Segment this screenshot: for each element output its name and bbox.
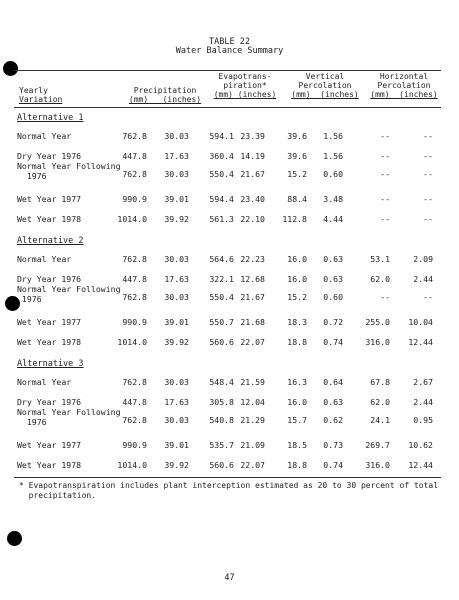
table-cell: 2.44	[413, 397, 433, 407]
table-cell: 22.10	[240, 214, 265, 224]
table-cell: 18.8	[287, 460, 307, 470]
table-cell: 540.8	[209, 415, 234, 425]
table-cell: 30.03	[164, 169, 189, 179]
table-cell: 16.3	[287, 377, 307, 387]
table-cell: 990.9	[122, 440, 147, 450]
table-cell: 0.60	[323, 169, 343, 179]
table-cell: 16.0	[287, 274, 307, 284]
table-cell: 0.74	[323, 337, 343, 347]
table-cell: 39.92	[164, 214, 189, 224]
row-label: Normal Year	[17, 254, 72, 264]
header-rule-top	[14, 70, 441, 71]
table-cell: 12.68	[240, 274, 265, 284]
row-label: Wet Year 1977	[17, 317, 82, 327]
table-cell: 30.03	[164, 131, 189, 141]
page-number: 47	[224, 573, 235, 583]
table-cell: 548.4	[209, 377, 234, 387]
table-cell: 22.07	[240, 460, 265, 470]
table-cell: 0.74	[323, 460, 343, 470]
table-cell: --	[380, 214, 390, 224]
section-heading: Alternative 3	[17, 359, 84, 369]
table-cell: 550.4	[209, 169, 234, 179]
row-label: Wet Year 1977	[17, 194, 82, 204]
table-cell: 39.6	[287, 151, 307, 161]
table-cell: 10.04	[408, 317, 433, 327]
table-cell: --	[380, 292, 390, 302]
table-cell: 17.63	[164, 397, 189, 407]
table-cell: 255.0	[365, 317, 390, 327]
table-cell: 67.8	[370, 377, 390, 387]
row-label: Normal Year Following 1976	[17, 284, 121, 304]
header-evapotranspiration: Evapotrans- piration* (mm) (inches)	[213, 72, 277, 99]
table-cell: 550.7	[209, 317, 234, 327]
table-cell: 561.3	[209, 214, 234, 224]
table-cell: 0.63	[323, 397, 343, 407]
table-cell: 39.6	[287, 131, 307, 141]
table-cell: --	[380, 151, 390, 161]
table-cell: 564.6	[209, 254, 234, 264]
table-cell: 360.4	[209, 151, 234, 161]
row-label: Normal Year Following 1976	[17, 161, 121, 181]
table-cell: 3.48	[323, 194, 343, 204]
binder-hole-icon	[3, 61, 18, 76]
table-cell: 18.3	[287, 317, 307, 327]
table-cell: 17.63	[164, 274, 189, 284]
table-cell: 12.04	[240, 397, 265, 407]
table-cell: 22.07	[240, 337, 265, 347]
table-cell: 21.59	[240, 377, 265, 387]
table-cell: 762.8	[122, 292, 147, 302]
table-cell: 24.1	[370, 415, 390, 425]
row-label: Wet Year 1978	[17, 214, 82, 224]
row-label: Wet Year 1977	[17, 440, 82, 450]
header-row-label: Yearly Variation	[19, 86, 63, 104]
table-cell: --	[380, 131, 390, 141]
table-cell: 39.01	[164, 194, 189, 204]
table-cell: 762.8	[122, 131, 147, 141]
table-cell: --	[423, 214, 433, 224]
header-horizontal-percolation: Horizontal Percolation (mm) (inches)	[370, 72, 438, 99]
table-cell: 560.6	[209, 460, 234, 470]
table-cell: 762.8	[122, 169, 147, 179]
table-cell: 16.0	[287, 397, 307, 407]
table-cell: 762.8	[122, 254, 147, 264]
table-cell: 53.1	[370, 254, 390, 264]
table-cell: 39.01	[164, 317, 189, 327]
table-cell: 447.8	[122, 397, 147, 407]
row-label: Normal Year	[17, 131, 72, 141]
table-cell: 990.9	[122, 194, 147, 204]
table-cell: 62.0	[370, 397, 390, 407]
table-cell: 1.56	[323, 151, 343, 161]
table-cell: 447.8	[122, 274, 147, 284]
table-cell: 594.4	[209, 194, 234, 204]
table-cell: 16.0	[287, 254, 307, 264]
header-rule-bottom	[14, 107, 441, 108]
table-cell: 12.44	[408, 337, 433, 347]
table-cell: 39.92	[164, 460, 189, 470]
table-cell: 15.2	[287, 292, 307, 302]
row-label: Wet Year 1978	[17, 337, 82, 347]
table-cell: 21.68	[240, 317, 265, 327]
table-cell: 21.29	[240, 415, 265, 425]
table-cell: --	[423, 292, 433, 302]
table-cell: 1014.0	[117, 460, 147, 470]
table-cell: 594.1	[209, 131, 234, 141]
table-cell: 316.0	[365, 460, 390, 470]
table-cell: 14.19	[240, 151, 265, 161]
table-cell: 15.2	[287, 169, 307, 179]
table-cell: 30.03	[164, 254, 189, 264]
table-cell: 2.67	[413, 377, 433, 387]
table-cell: 762.8	[122, 415, 147, 425]
table-cell: 4.44	[323, 214, 343, 224]
table-cell: 269.7	[365, 440, 390, 450]
binder-hole-icon	[7, 531, 22, 546]
section-heading: Alternative 2	[17, 236, 84, 246]
table-cell: 305.8	[209, 397, 234, 407]
section-heading: Alternative 1	[17, 113, 84, 123]
table-cell: 560.6	[209, 337, 234, 347]
table-cell: --	[423, 131, 433, 141]
table-cell: 23.39	[240, 131, 265, 141]
table-title: TABLE 22	[209, 37, 250, 47]
table-cell: 21.09	[240, 440, 265, 450]
table-cell: 88.4	[287, 194, 307, 204]
header-vertical-percolation: Vertical Percolation (mm) (inches)	[291, 72, 359, 99]
table-cell: 0.64	[323, 377, 343, 387]
table-cell: 21.67	[240, 169, 265, 179]
table-cell: 21.67	[240, 292, 265, 302]
row-label: Dry Year 1976	[17, 151, 82, 161]
table-cell: 18.8	[287, 337, 307, 347]
table-cell: 18.5	[287, 440, 307, 450]
table-cell: 0.60	[323, 292, 343, 302]
table-cell: 990.9	[122, 317, 147, 327]
row-label: Normal Year	[17, 377, 72, 387]
table-cell: 762.8	[122, 377, 147, 387]
table-cell: 39.01	[164, 440, 189, 450]
table-cell: 316.0	[365, 337, 390, 347]
table-cell: 322.1	[209, 274, 234, 284]
row-label: Dry Year 1976	[17, 274, 82, 284]
table-cell: --	[380, 194, 390, 204]
table-cell: 0.95	[413, 415, 433, 425]
row-label: Wet Year 1978	[17, 460, 82, 470]
table-cell: 30.03	[164, 415, 189, 425]
table-cell: 2.44	[413, 274, 433, 284]
table-cell: 0.62	[323, 415, 343, 425]
table-cell: 447.8	[122, 151, 147, 161]
table-cell: 30.03	[164, 377, 189, 387]
row-label: Dry Year 1976	[17, 397, 82, 407]
table-cell: --	[380, 169, 390, 179]
table-cell: 23.40	[240, 194, 265, 204]
table-cell: --	[423, 151, 433, 161]
header-precipitation: Precipitation (mm) (inches)	[128, 86, 202, 104]
table-cell: 39.92	[164, 337, 189, 347]
table-cell: 30.03	[164, 292, 189, 302]
table-cell: 1014.0	[117, 214, 147, 224]
table-cell: 17.63	[164, 151, 189, 161]
table-cell: 0.72	[323, 317, 343, 327]
table-subtitle: Water Balance Summary	[175, 46, 284, 56]
table-cell: 62.0	[370, 274, 390, 284]
table-cell: 15.7	[287, 415, 307, 425]
table-cell: 10.62	[408, 440, 433, 450]
table-cell: 22.23	[240, 254, 265, 264]
table-cell: 12.44	[408, 460, 433, 470]
table-cell: 0.63	[323, 254, 343, 264]
row-label: Normal Year Following 1976	[17, 407, 121, 427]
table-cell: --	[423, 169, 433, 179]
table-rule-bottom	[14, 477, 441, 478]
table-cell: 550.4	[209, 292, 234, 302]
table-cell: 112.8	[282, 214, 307, 224]
table-cell: 535.7	[209, 440, 234, 450]
table-cell: 0.63	[323, 274, 343, 284]
table-cell: 1.56	[323, 131, 343, 141]
table-cell: 1014.0	[117, 337, 147, 347]
table-cell: 0.73	[323, 440, 343, 450]
footnote: * Evapotranspiration includes plant interception estimated as 20 to 30 percent of total precipitation.	[19, 481, 439, 500]
table-cell: --	[423, 194, 433, 204]
table-cell: 2.09	[413, 254, 433, 264]
